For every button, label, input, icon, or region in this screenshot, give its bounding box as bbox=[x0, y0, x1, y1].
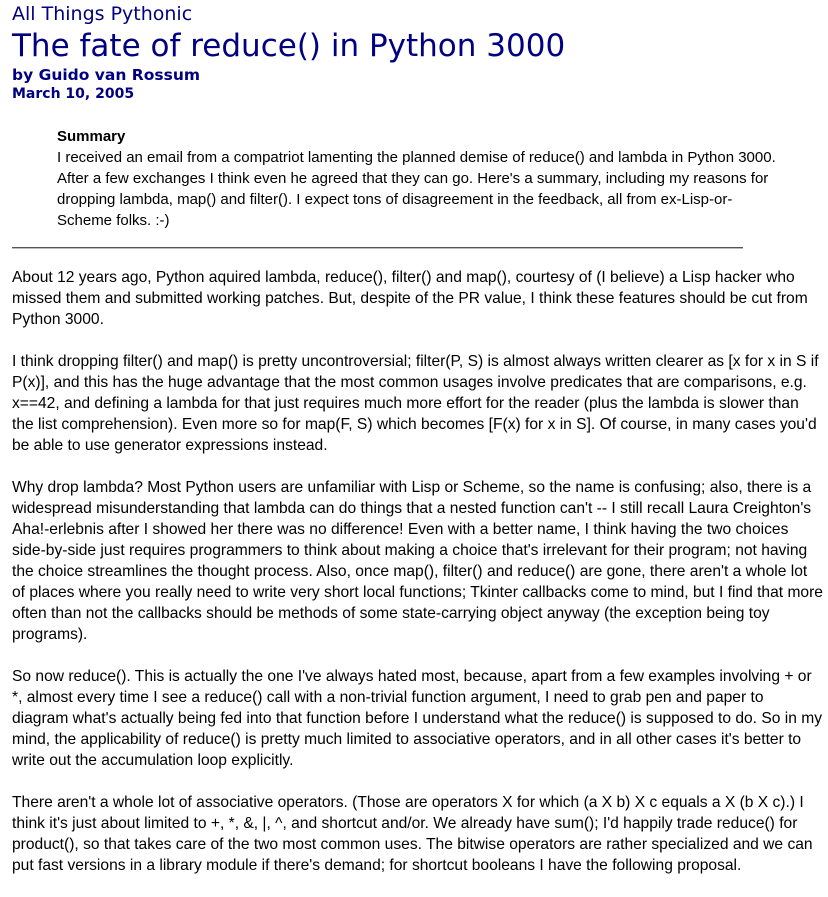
article-header bbox=[12, 0, 565, 103]
author-byline: by Guido van Rossum bbox=[12, 66, 201, 84]
paragraph: So now reduce(). This is actually the one I've always hated most, because, apart from a few examples involving + or *, almost every time I see a reduce() call with a non-trivial function argument, I need to grab pen and paper to diagram what's actually being fed into that function before I understand what the reduce() is supposed to do. So in my mind, the applicability of reduce() is pretty much limited to associative operators, and in all other cases it's better to write out the accumulation loop explicitly. bbox=[12, 668, 822, 769]
summary-block bbox=[57, 126, 777, 231]
article-body bbox=[12, 267, 824, 897]
site-title[interactable]: All Things Pythonic bbox=[12, 3, 193, 25]
summary-heading: Summary bbox=[57, 128, 126, 145]
divider bbox=[12, 247, 743, 249]
paragraph: About 12 years ago, Python aquired lambda, reduce(), filter() and map(), courtesy of (I believe) a Lisp hacker who missed them and submitted working patches. But, despite of the PR value, I think these features should be cut from Python 3000. bbox=[12, 269, 808, 328]
paragraph: Why drop lambda? Most Python users are unfamiliar with Lisp or Scheme, so the name is confusing; also, there is a widespread misunderstanding that lambda can do things that a nested function can't -- I still recall Laura Creighton's Aha!-erlebnis after I showed her there was no difference! Even with a better name, I think having the two choices side-by-side just requires programmers to think about making a choice that's irrelevant for their program; not having the choice streamlines the thought process. Also, once map(), filter() and reduce() are gone, there aren't a whole lot of places where you really need to write very short local functions; Tkinter callbacks come to mind, but I find that more often than not the callbacks should be methods of some state-carrying object anyway (the exception being toy programs). bbox=[12, 479, 823, 643]
paragraph: I think dropping filter() and map() is pretty uncontroversial; filter(P, S) is almost always written clearer as [x for x in S if P(x)], and this has the huge advantage that the most common usages involve predicates that are comparisons, e.g. x==42, and defining a lambda for that just requires much more effort for the reader (plus the lambda is slower than the list comprehension). Even more so for map(F, S) which becomes [F(x) for x in S]. Of course, in many cases you'd be able to use generator expressions instead. bbox=[12, 353, 819, 454]
paragraph: There aren't a whole lot of associative operators. (Those are operators X for which (a X b) X c equals a X (b X c).) I think it's just about limited to +, *, &, |, ^, and shortcut and/or. We already have sum(); I'd happily trade reduce() for product(), so that takes care of the two most common uses. The bitwise operators are rather specialized and we can put fast versions in a library module if there's demand; for shortcut booleans I have the following proposal. bbox=[12, 794, 813, 874]
summary-text: I received an email from a compatriot lamenting the planned demise of reduce() and lambda in Python 3000. After a few exchanges I think even he agreed that they can go. Here's a summary, including my reasons for dropping lambda, map() and filter(). I expect tons of disagreement in the feedback, all from ex-Lisp-or-Scheme folks. :-) bbox=[57, 149, 776, 229]
article-title: The fate of reduce() in Python 3000 bbox=[12, 28, 566, 64]
publish-date: March 10, 2005 bbox=[12, 86, 135, 102]
